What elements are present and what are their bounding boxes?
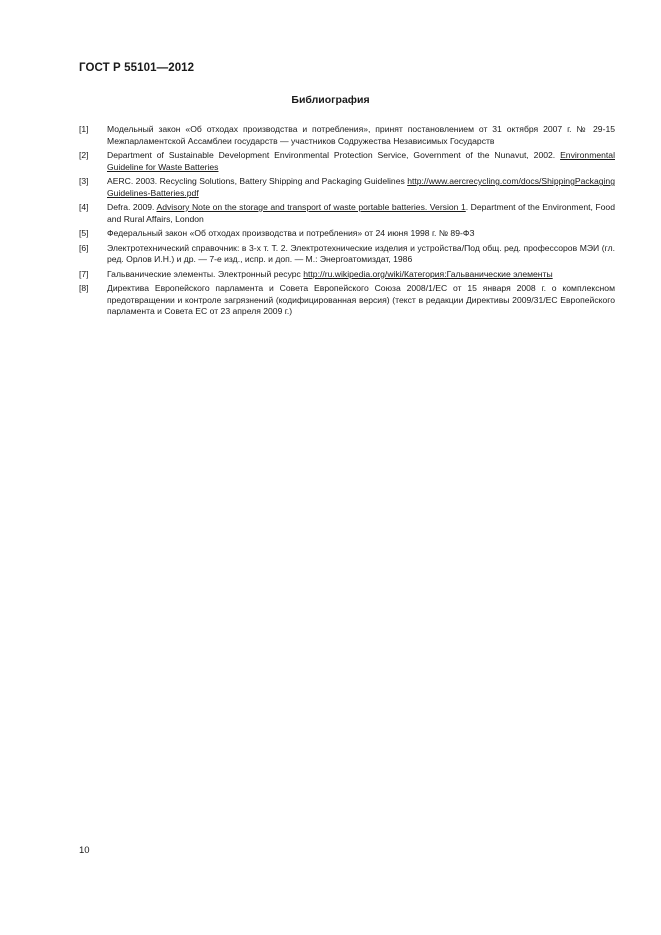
bibliography-text-part: . Department of the Environment, Food and Rural Affairs, London bbox=[107, 202, 615, 224]
bibliography-text-part: Department of Sustainable Development Environmental Protection Service, Government of the Nunavut, 2002. bbox=[107, 150, 561, 160]
bibliography-item-text: Директива Европейского парламента и Совета Европейского Союза 2008/1/ЕС от 15 января 2008 г. о комплексном предотвращении и контроле загрязнений (кодифицированная версия) (текст в редакции Директивы 2009/31/ЕС Европейского парламента и Совета ЕС от 23 апреля 2009 г.) bbox=[107, 283, 615, 316]
bibliography-text-part: AERC. 2003. Recycling Solutions, Battery Shipping and Packaging Guidelines bbox=[107, 176, 408, 186]
bibliography-item-text bbox=[107, 176, 615, 199]
bibliography-link[interactable]: Environmental Guideline for Waste Batteries bbox=[107, 150, 615, 172]
document-code: ГОСТ Р 55101—2012 bbox=[79, 62, 195, 74]
bibliography-item-text: Модельный закон «Об отходах производства и потребления», принят постановлением от 31 октября 2007 г. № 29-15 Межпарламентской Ассамблеи государств — участников Содружества Независимых Государств bbox=[107, 124, 615, 146]
bibliography-item-number: [3] bbox=[79, 176, 89, 186]
bibliography-item-text: Электротехнический справочник: в 3-х т. Т. 2. Электротехнические изделия и устройства/Под общ. ред. профессоров МЭИ (гл. ред. Орлов И.Н.) и др. — 7-е изд., испр. и доп. — М.: Энергоатомиздат, 1986 bbox=[107, 242, 615, 264]
bibliography-item-7 bbox=[79, 269, 615, 281]
bibliography-title: Библиография bbox=[291, 94, 370, 106]
bibliography-item-text: Федеральный закон «Об отходах производства и потребления» от 24 июня 1998 г. № 89-ФЗ bbox=[107, 228, 475, 238]
bibliography-item-number: [4] bbox=[79, 202, 89, 212]
bibliography-item-text bbox=[107, 150, 615, 173]
bibliography-item-1 bbox=[79, 124, 615, 147]
bibliography-link[interactable]: http://ru.wikipedia.org/wiki/Категория:Гальванические элементы bbox=[303, 268, 553, 279]
page-number: 10 bbox=[79, 845, 90, 856]
bibliography-item-number: [8] bbox=[79, 283, 89, 293]
bibliography-list bbox=[79, 124, 615, 321]
bibliography-text-part: Defra. 2009. bbox=[107, 202, 157, 212]
bibliography-item-number: [2] bbox=[79, 150, 89, 160]
bibliography-item-number: [7] bbox=[79, 268, 89, 279]
bibliography-item-8 bbox=[79, 283, 615, 318]
bibliography-item-2 bbox=[79, 150, 615, 173]
bibliography-item-text bbox=[107, 202, 615, 225]
bibliography-item-6 bbox=[79, 243, 615, 266]
bibliography-item-4 bbox=[79, 202, 615, 225]
bibliography-item-number: [6] bbox=[79, 242, 89, 253]
bibliography-item-number: [5] bbox=[79, 228, 89, 238]
bibliography-item-text bbox=[107, 269, 615, 281]
bibliography-link[interactable]: Advisory Note on the storage and transport of waste portable batteries. Version 1 bbox=[156, 202, 466, 212]
bibliography-text-part: Гальванические элементы. Электронный ресурс bbox=[107, 268, 304, 279]
bibliography-item-number: [1] bbox=[79, 124, 89, 134]
bibliography-item-5 bbox=[79, 228, 615, 240]
bibliography-link[interactable]: http://www.aercrecycling.com/docs/ShippingPackagingGuidelines-Batteries.pdf bbox=[107, 176, 615, 198]
bibliography-item-3 bbox=[79, 176, 615, 199]
